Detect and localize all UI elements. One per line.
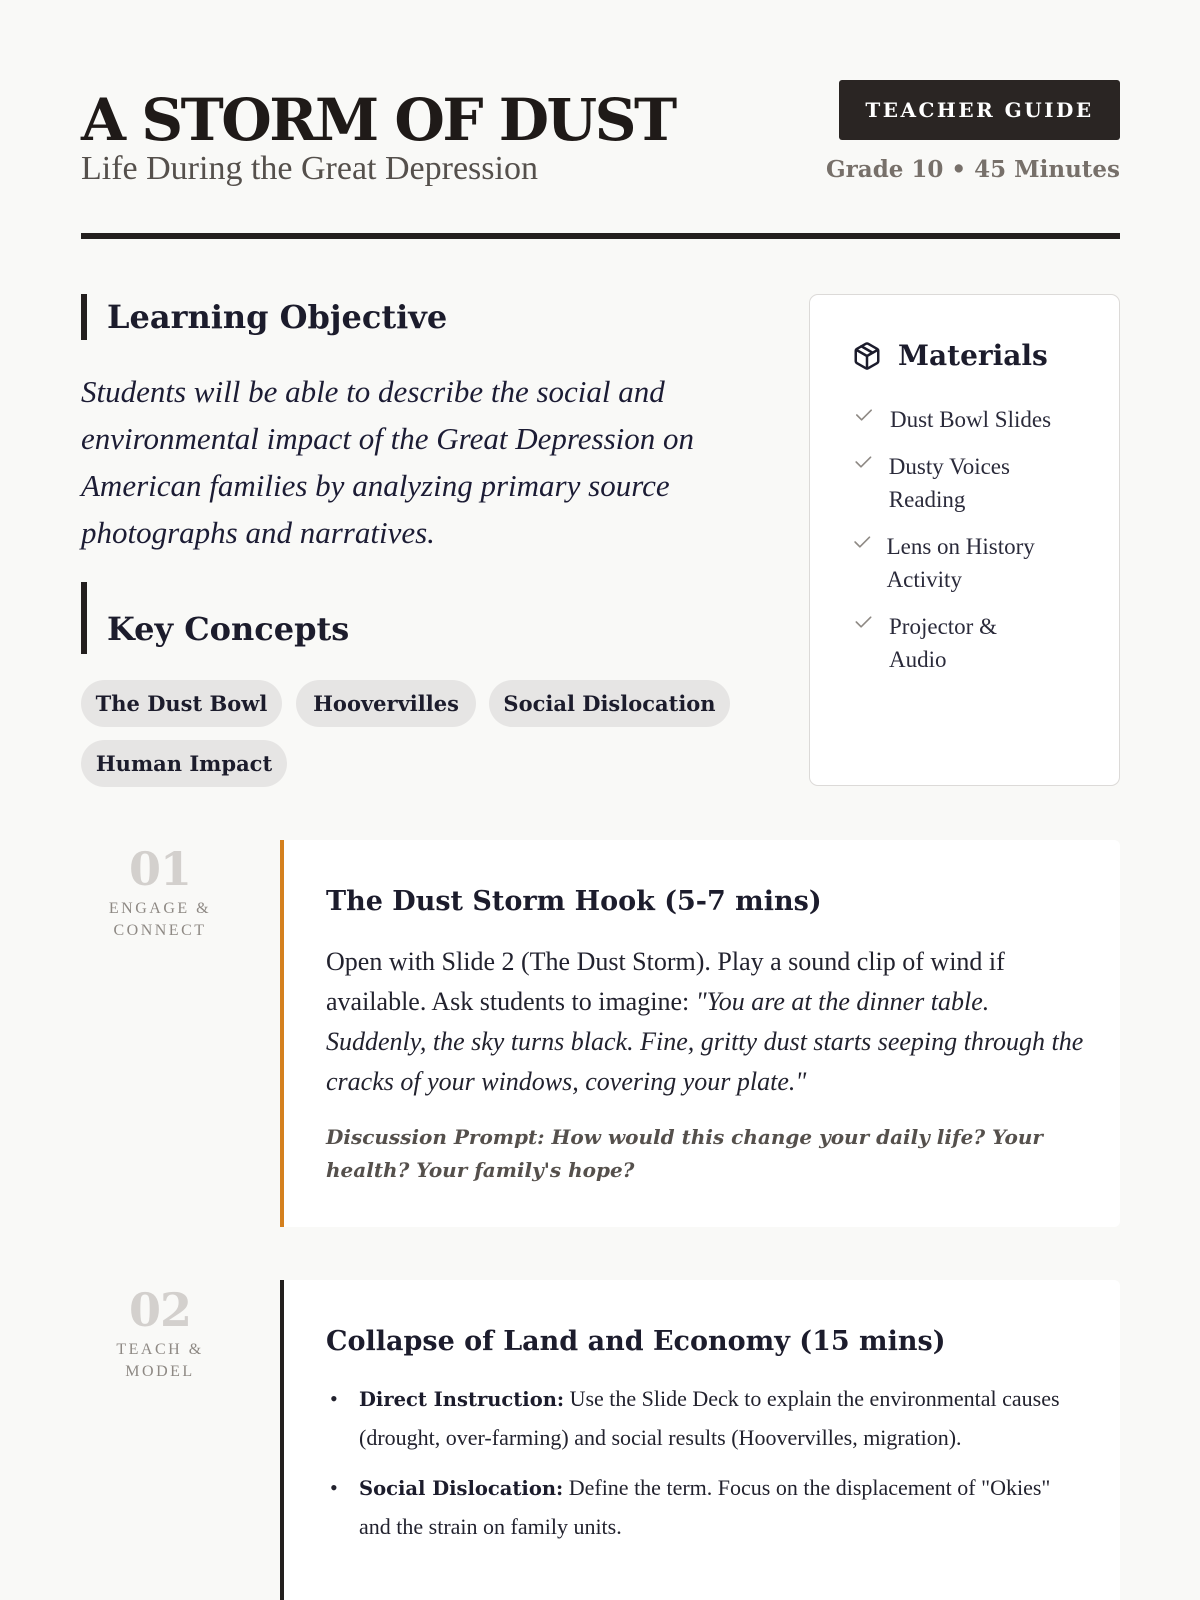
list-item-text: Define the term. Focus on the displacement of "Okies" and the strain on family units. bbox=[359, 1475, 1051, 1539]
check-icon bbox=[852, 403, 876, 423]
header-divider bbox=[81, 233, 1120, 239]
materials-item-label: Projector & Audio bbox=[889, 614, 997, 672]
step-intro-text: Open with Slide 2 (The Dust Storm). Play a sound clip of wind if available. Ask students to imagine: bbox=[326, 947, 1005, 1016]
bullet-dot-icon: • bbox=[330, 1386, 338, 1411]
step-title: Collapse of Land and Economy (15 mins) bbox=[326, 1326, 946, 1357]
page-header bbox=[81, 80, 1120, 240]
materials-heading bbox=[852, 339, 1048, 372]
bullet-dot-icon: • bbox=[330, 1475, 338, 1500]
step-card-engage bbox=[280, 840, 1120, 1227]
package-icon bbox=[852, 341, 882, 371]
materials-item bbox=[852, 610, 1052, 676]
concept-chip: The Dust Bowl bbox=[81, 680, 282, 727]
materials-item-label: Dust Bowl Slides bbox=[890, 407, 1052, 432]
materials-item bbox=[852, 403, 1051, 436]
page-subtitle: Life During the Great Depression bbox=[81, 150, 538, 187]
materials-heading-label: Materials bbox=[898, 339, 1048, 372]
objective-heading: Learning Objective bbox=[81, 294, 447, 340]
concept-chip: Human Impact bbox=[81, 740, 287, 787]
instruction-list bbox=[326, 1380, 1086, 1546]
step-title: The Dust Storm Hook (5-7 mins) bbox=[326, 886, 822, 917]
materials-item bbox=[852, 530, 1082, 596]
check-icon bbox=[852, 450, 875, 470]
list-item-label: Direct Instruction: bbox=[359, 1388, 565, 1411]
step-phase-label: TEACH & MODEL bbox=[116, 1341, 204, 1380]
objective-text: Students will be able to describe the social and environmental impact of the Great Depression on American families by analyzing primary source photographs and narratives. bbox=[81, 374, 695, 550]
list-item bbox=[326, 1469, 1086, 1546]
list-item-text: Use the Slide Deck to explain the environmental causes (drought, over-farming) and social results (Hoovervilles, migration). bbox=[359, 1386, 1060, 1450]
discussion-prompt: Discussion Prompt: How would this change your daily life? Your health? Your family's hope? bbox=[326, 1125, 1043, 1182]
step-description bbox=[326, 942, 1086, 1102]
materials-item bbox=[852, 450, 1082, 516]
check-icon bbox=[852, 530, 873, 550]
concept-chip: Social Dislocation bbox=[489, 680, 730, 727]
key-concepts-heading: Key Concepts bbox=[81, 582, 349, 654]
list-item bbox=[326, 1380, 1086, 1457]
step-number: 02 bbox=[128, 1283, 191, 1337]
concept-chip: Hoovervilles bbox=[296, 680, 476, 727]
check-icon bbox=[852, 610, 875, 630]
materials-item-label: Lens on History Activity bbox=[886, 534, 1035, 592]
step-phase-label: ENGAGE & CONNECT bbox=[108, 900, 212, 939]
step-number: 01 bbox=[128, 842, 191, 896]
step-card-teach bbox=[280, 1280, 1120, 1600]
materials-card bbox=[809, 294, 1120, 786]
teacher-guide-button[interactable]: TEACHER GUIDE bbox=[839, 80, 1120, 140]
page-title: A STORM OF DUST bbox=[81, 86, 675, 154]
materials-item-label: Dusty Voices Reading bbox=[888, 454, 1010, 512]
step-quote-text: "You are at the dinner table. Suddenly, the sky turns black. Fine, gritty dust starts seeping through the cracks of your windows, covering your plate." bbox=[326, 987, 1084, 1096]
list-item-label: Social Dislocation: bbox=[359, 1477, 564, 1500]
grade-duration-info: Grade 10 • 45 Minutes bbox=[826, 156, 1120, 183]
